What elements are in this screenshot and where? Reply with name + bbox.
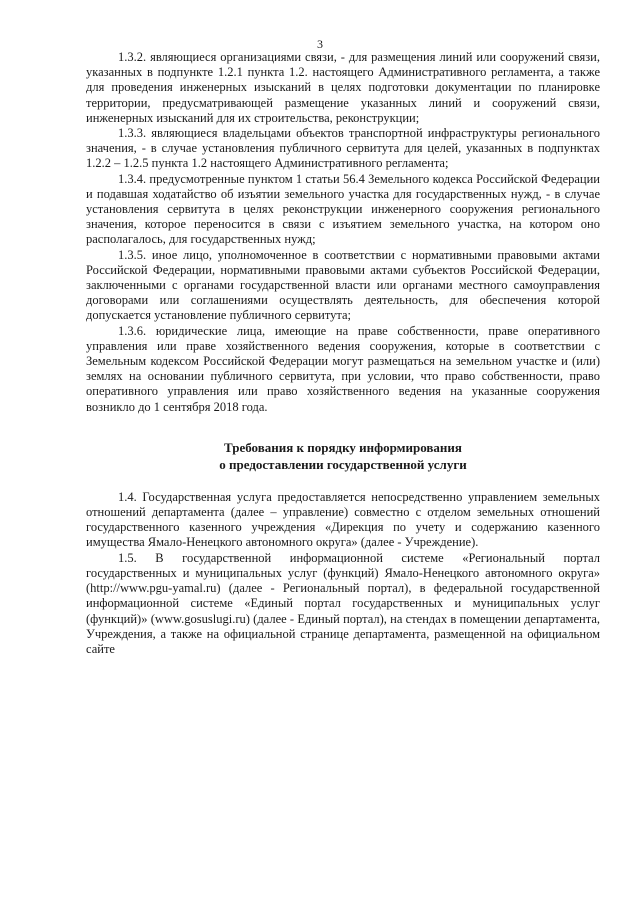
section-informing bbox=[86, 490, 600, 657]
section-heading-line-2: о предоставлении государственной услуги bbox=[219, 456, 467, 472]
section-heading-line-1: Требования к порядку информирования bbox=[224, 439, 462, 455]
paragraph-1-4: 1.4. Государственная услуга предоставляется непосредственно управлением земельных отношений департамента (далее – управление) совместно с отделом земельных отношений государственного казенного учреждения «Дирекция по учету и содержанию казенного имущества Ямало-Ненецкого автономного округа» (далее - Учреждение). bbox=[86, 489, 600, 550]
page-number: 3 bbox=[317, 37, 323, 51]
paragraph-1-3-4: 1.3.4. предусмотренные пунктом 1 статьи 56.4 Земельного кодекса Российской Федерации и подавшая ходатайство об изъятии земельного участка для государственных нужд, - в случае установления сервитута в целях реконструкции инженерного сооружения регионального значения, которое переносится в связи с изъятием земельного участка, на котором оно располагалось, для государственных нужд; bbox=[86, 171, 600, 247]
paragraph-1-3-2: 1.3.2. являющиеся организациями связи, - для размещения линий или сооружений связи, указанных в подпункте 1.2.1 пункта 1.2. настоящего Административного регламента, а также для проведения инженерных изысканий в целях подготовки документации по планировке территории, предусматривающей размещение указанных линий и сооружений связи, инженерных изысканий для их строительства, реконструкции; bbox=[86, 50, 600, 125]
document-body bbox=[86, 50, 600, 657]
paragraph-1-3-5: 1.3.5. иное лицо, уполномоченное в соответствии с нормативными правовыми актами Российской Федерации, нормативными правовыми актами субъектов Российской Федерации, заключенными с органами государственной власти или органами местного самоуправления договорами или соглашениями осуществлять деятельность, для обеспечения которой допускается установление публичного сервитута; bbox=[86, 247, 600, 323]
paragraph-1-5: 1.5. В государственной информационной системе «Региональный портал государственных и муниципальных услуг (функций) Ямало-Ненецкого автономного округа» (http://www.pgu-yamal.ru) (далее - Региональный портал), в федеральной государственной информационной системе «Единый портал государственных и муниципальных услуг (функций)» (www.gosuslugi.ru) (далее - Единый портал), на стендах в помещении департамента, Учреждения, а также на официальной странице департамента, размещенной на официальном сайте bbox=[86, 550, 600, 656]
paragraph-1-3-6: 1.3.6. юридические лица, имеющие на праве собственности, праве оперативного управления или праве хозяйственного ведения сооружения, которые в соответствии с Земельным кодексом Российской Федерации могут размещаться на земельном участке и (или) землях на основании публичного сервитута, при условии, что право собственности, право оперативного управления или право хозяйственного ведения на указанные сооружения возникло до 1 сентября 2018 года. bbox=[86, 323, 600, 414]
section-heading bbox=[86, 439, 600, 473]
paragraph-1-3-3: 1.3.3. являющиеся владельцами объектов транспортной инфраструктуры регионального значения, - в случае установления публичного сервитута для целей, указанных в подпунктах 1.2.2 – 1.2.5 пункта 1.2 настоящего Административного регламента; bbox=[86, 126, 600, 171]
